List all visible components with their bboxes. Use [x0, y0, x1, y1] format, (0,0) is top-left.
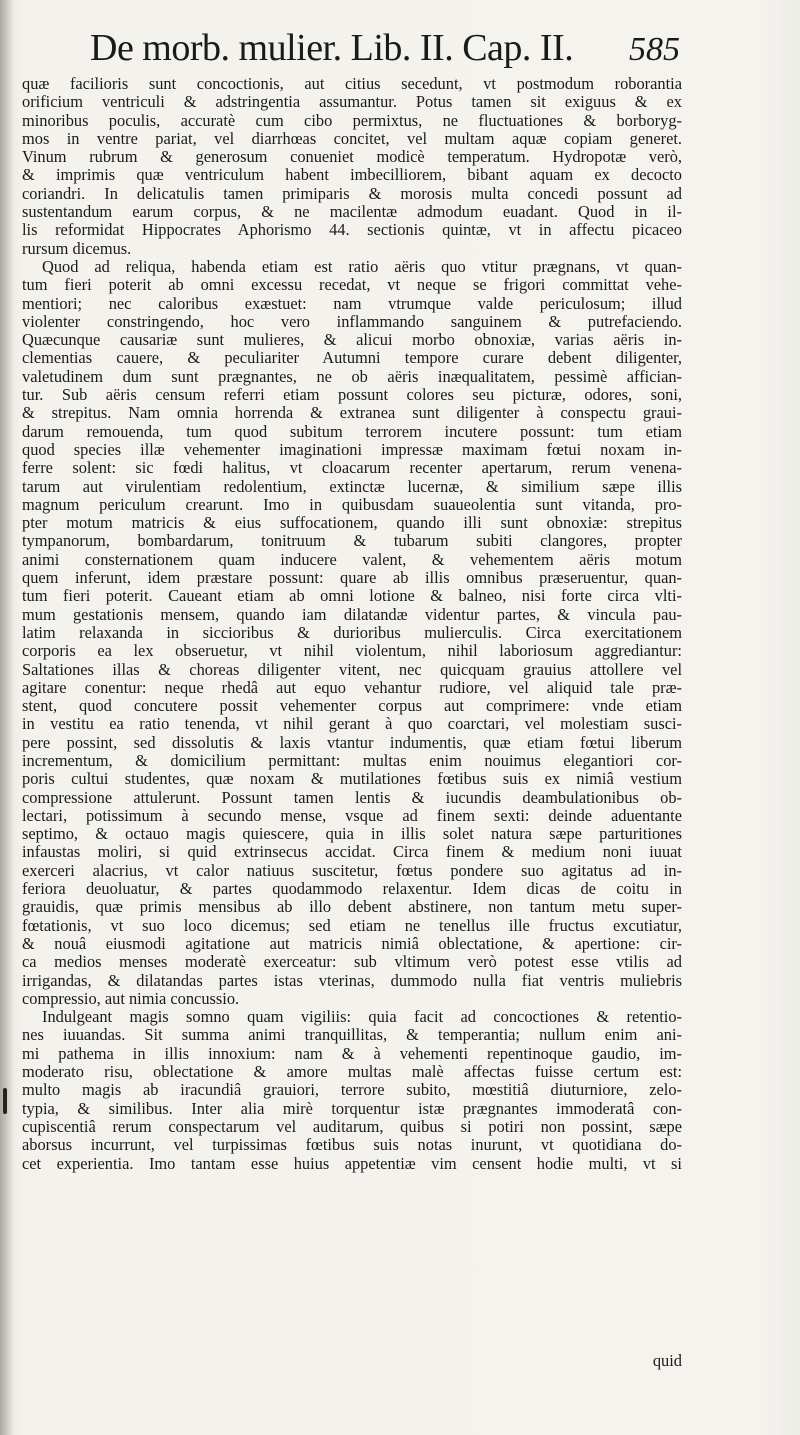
text-line: fœtationis, vt suo loco dicemus; sed etiam ne tenellus ille fructus excutiatur, [22, 916, 682, 935]
text-line: tum fieri poterit ab omni excessu recedat, vt neque se frigori committat vehe- [22, 276, 682, 295]
text-line: pere possint, sed dissolutis & laxis vtantur indumentis, quæ etiam fœtui liberum [22, 733, 682, 752]
text-line: tur. Sub aëris censum referri etiam possunt colores seu picturæ, odores, soni, [22, 386, 682, 405]
text-line: rursum dicemus. [22, 239, 132, 258]
text-line: corporis ea lex obseruetur, vt nihil violentum, nihil laboriosum aggrediantur: [22, 642, 682, 661]
text-line: latim relaxanda in siccioribus & durioribus mulierculis. Circa exercitationem [22, 623, 682, 642]
text-line: moderato risu, oblectatione & amore multas malè affectas fuisse certum est: [22, 1063, 682, 1082]
text-line: violenter constringendo, hoc vero inflammando sanguinem & putrefaciendo. [22, 312, 682, 331]
text-line: lectari, potissimum à secundo mense, vsque ad finem sexti: deinde aduentante [22, 806, 682, 825]
text-line: stent, quod concutere possit vehementer corpus aut comprimere: vnde etiam [22, 697, 682, 716]
text-line: pter motum matricis & eius suffocationem, quando illi sunt obnoxiæ: strepitus [22, 514, 682, 533]
text-line: sustentandum earum corpus, & ne macilentæ admodum euadant. Quod in il- [22, 203, 682, 222]
text-line: grauidis, quæ primis mensibus ab illo debent abstinere, non tantum metu super- [22, 898, 682, 917]
text-line: Saltationes illas & choreas diligenter vitent, nec quicquam grauius attollere vel [22, 660, 682, 679]
text-line: & nouâ eiusmodi agitatione aut matricis nimiâ oblectatione, & apertione: cir- [22, 934, 682, 953]
text-line: aborsus incurrunt, vel turpissimas fœtibus suis notas inurunt, vt quotidiana do- [22, 1136, 682, 1155]
text-line: nes iuuandas. Sit summa animi tranquillitas, & temperantia; nullum enim ani- [22, 1026, 682, 1045]
text-line: cet experientia. Imo tantam esse huius appetentiæ vim censent hodie multi, vt si [22, 1154, 682, 1173]
gutter-shadow [0, 0, 14, 1435]
text-line: ferre solent: sic fœdi halitus, vt cloacarum recenter apertarum, rerum venena- [22, 459, 682, 478]
text-line: magnum periculum crearunt. Imo in quibusdam suaueolentia sunt vitanda, pro- [22, 495, 682, 514]
text-line: tarum aut virulentiam redolentium, extinctæ lucernæ, & similium sæpe illis [22, 477, 682, 496]
text-line: quæ facilioris sunt concoctionis, aut citius secedunt, vt postmodum roborantia [22, 75, 682, 93]
text-line: Vinum rubrum & generosum conueniet modicè temperatum. Hydropotæ verò, [22, 148, 682, 167]
text-line: feriora deuoluatur, & partes quodammodo relaxentur. Idem dicas de coitu in [22, 880, 682, 899]
text-line: Indulgeant magis somno quam vigiliis: quia facit ad concoctiones & retentio- [42, 1008, 682, 1027]
text-line: ca medios menses moderatè exerceatur: sub vltimum verò potest esse vtilis ad [22, 953, 682, 972]
text-line: mos in ventre pariat, vel diarrhœas concitet, vel multam aquæ copiam generet. [22, 129, 682, 148]
text-line: mi pathema in illis innoxium: nam & à vehementi repentinoque gaudio, im- [22, 1044, 682, 1063]
text-line: multo magis ab iracundiâ grauiori, terrore subito, mœstitiâ diuturniore, zelo- [22, 1081, 682, 1100]
text-line: in vestitu ea ratio tenenda, vt nihil gerant à quo coarctari, vel molestiam susci- [22, 715, 682, 734]
text-line: typia, & similibus. Inter alia mirè torquentur istæ prægnantes immoderatâ con- [22, 1099, 682, 1118]
text-line: poris cultui studentes, quæ noxam & mutilationes fœtibus suis ex nimiâ vestium [22, 770, 682, 789]
text-line: cupiscentiâ rerum conspectarum vel auditarum, quibus si potiri non possint, sæpe [22, 1117, 682, 1136]
margin-ink-mark [3, 1088, 7, 1114]
text-line: valetudinem dum sunt prægnantes, ne ob aëris inæqualitatem, pessimè affician- [22, 367, 682, 386]
text-line: exerceri alacrius, vt calor natiuus suscitetur, fœtus pondere suo agitatus ad in- [22, 861, 682, 880]
page-number: 585 [629, 31, 680, 68]
text-line: irrigandas, & dilatandas partes istas vterinas, dummodo nulla fiat ventris muliebris [22, 971, 682, 990]
text-line: clementias cauere, & peculiariter Autumni tempore curare debent diligenter, [22, 349, 682, 368]
body-text [22, 75, 682, 1173]
text-line: & imprimis quæ ventriculum habent imbecilliorem, bibant aquam ex decocto [22, 166, 682, 185]
page-header [90, 26, 690, 76]
text-line: coriandri. In delicatulis tamen primiparis & morosis multa concedi possunt ad [22, 184, 682, 203]
text-line: tum fieri poterit. Caueant etiam ab omni lotione & balneo, nisi forte circa vlti- [22, 587, 682, 606]
text-line: incrementum, & domicilium permittant: multas enim nouimus elegantiori cor- [22, 751, 682, 770]
text-line: mum gestationis mensem, quando iam dilatandæ videntur partes, & vincula pau- [22, 605, 682, 624]
text-line: Quæcunque causariæ sunt mulieres, & alicui morbo obnoxiæ, varias aëris in- [22, 331, 682, 350]
text-line: infaustas moliri, si quid extrinsecus accidat. Circa finem & medium noni iuuat [22, 843, 682, 862]
text-line: & strepitus. Nam omnia horrenda & extranea sunt diligenter à conspectu graui- [22, 404, 682, 423]
text-line: quem inferunt, idem præstare possunt: quare ab illis omnibus præseruentur, quan- [22, 569, 682, 588]
text-line: agitare conentur: neque rhedâ aut equo vehantur rudiore, vel aliquid tale præ- [22, 678, 682, 697]
running-head: De morb. mulier. Lib. II. Cap. II. [90, 27, 574, 69]
text-line: tympanorum, bombardarum, tonitruum & tubarum subiti clangores, propter [22, 532, 682, 551]
text-line: compressione attulerunt. Possunt tamen lentis & iucundis deambulationibus ob- [22, 788, 682, 807]
text-line: minoribus poculis, accuratè cum cibo permixtus, ne fluctuationes & borboryg- [22, 111, 682, 130]
text-line: orificium ventriculi & adstringentia assumantur. Potus tamen sit exiguus & ex [22, 93, 682, 112]
text-line: Quod ad reliqua, habenda etiam est ratio aëris quo vtitur prægnans, vt quan- [42, 257, 682, 276]
text-line: quod species illæ vehementer imaginationi impressæ maximam fœtui noxam in- [22, 440, 682, 459]
text-line: animi consternationem quam inducere valent, & vehementem aëris motum [22, 550, 682, 569]
text-line: mentiori; nec caloribus exæstuet: nam vtrumque valde periculosum; illud [22, 294, 682, 313]
text-line: lis reformidat Hippocrates Aphorismo 44. sectionis quintæ, vt in affectu picaceo [22, 221, 682, 240]
text-line: compressio, aut nimia concussio. [22, 989, 240, 1008]
text-line: darum remouenda, tum quod subitum terrorem incutere possunt: tum etiam [22, 422, 682, 441]
text-line: septimo, & octauo magis quiescere, quia in illis solet natura sæpe parturitiones [22, 825, 682, 844]
catchword: quid [652, 1351, 682, 1370]
